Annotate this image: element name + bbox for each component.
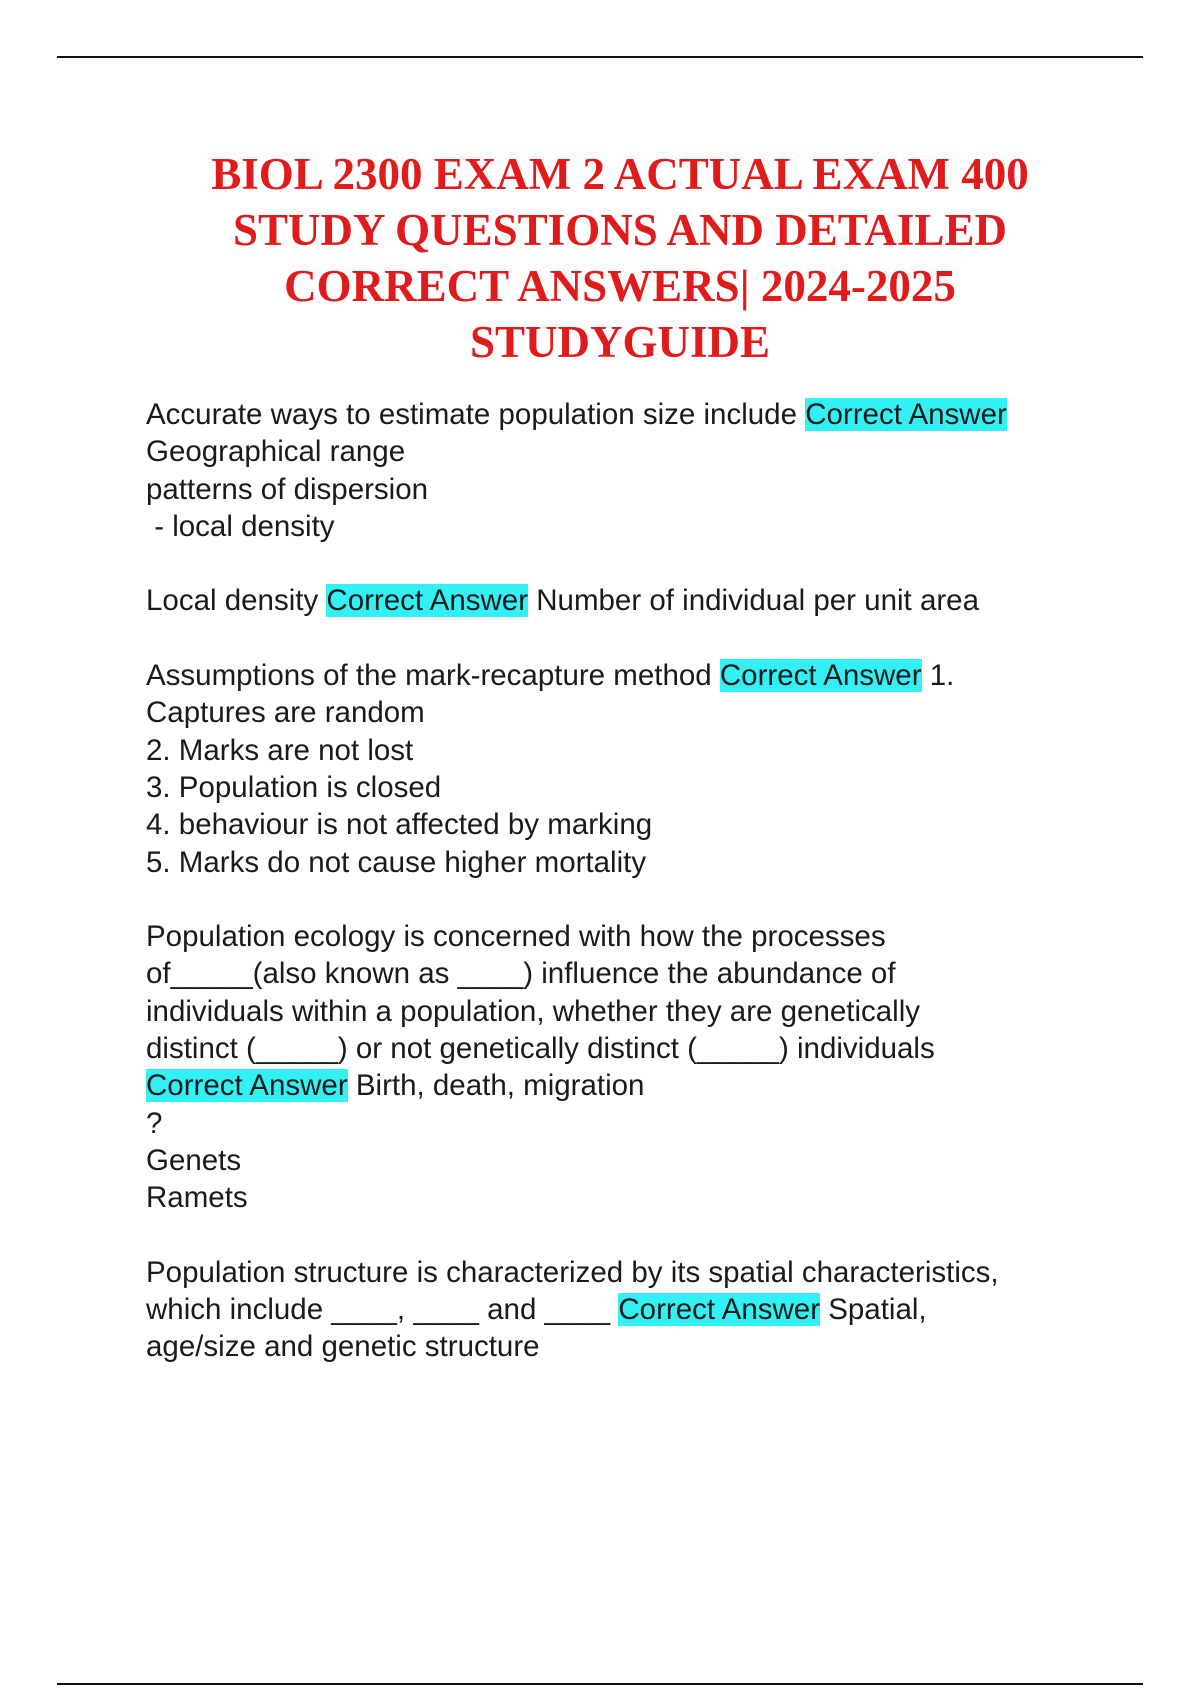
question-text: Assumptions of the mark-recapture method [146, 659, 720, 693]
qa-item [146, 918, 1106, 1216]
answer-line: Genets [146, 1143, 242, 1177]
answer-text: 1. [921, 659, 955, 693]
question-line: individuals within a population, whether they are genetically [146, 994, 921, 1028]
answer-line: age/size and genetic structure [146, 1330, 540, 1364]
answer-line: 2. Marks are not lost [146, 733, 414, 767]
spacer [146, 881, 1106, 918]
answer-line: 5. Marks do not cause higher mortality [146, 845, 647, 879]
question-text: Local density [146, 584, 327, 618]
answer-line: - local density [146, 509, 335, 543]
qa-item [146, 582, 1106, 619]
spacer [146, 620, 1106, 657]
question-text: Accurate ways to estimate population size include [146, 398, 806, 431]
answer-text: Spatial, [820, 1293, 927, 1327]
title-line: CORRECT ANSWERS| 2024-2025 [284, 261, 956, 311]
qa-item [146, 1254, 1106, 1366]
answer-line: Geographical range [146, 435, 406, 469]
spacer [146, 1217, 1106, 1254]
bottom-rule [57, 1683, 1143, 1685]
correct-answer-tag: Correct Answer [719, 659, 922, 693]
question-line: distinct (_____) or not genetically distinct (_____) individuals [146, 1032, 935, 1066]
qa-content [146, 396, 1106, 1366]
correct-answer-tag: Correct Answer [618, 1293, 821, 1327]
top-rule [57, 56, 1143, 58]
answer-text: Birth, death, migration [347, 1069, 645, 1103]
answer-line: 4. behaviour is not affected by marking [146, 808, 653, 842]
question-line: Population structure is characterized by its spatial characteristics, [146, 1255, 999, 1289]
answer-line: 3. Population is closed [146, 770, 442, 804]
qa-item [146, 396, 1106, 545]
qa-item [146, 657, 1106, 881]
answer-line: Ramets [146, 1181, 248, 1215]
title-line: BIOL 2300 EXAM 2 ACTUAL EXAM 400 [211, 149, 1029, 199]
answer-text: Number of individual per unit area [528, 584, 979, 618]
correct-answer-tag: Correct Answer [326, 584, 529, 618]
title-line: STUDY QUESTIONS AND DETAILED [233, 205, 1007, 255]
question-line: of_____(also known as ____) influence the abundance of [146, 957, 896, 991]
question-line: Population ecology is concerned with how the processes [146, 920, 886, 954]
document-title [140, 146, 1100, 370]
title-line: STUDYGUIDE [469, 317, 771, 367]
correct-answer-tag: Correct Answer [146, 1069, 348, 1103]
question-text: which include ____, ____ and ____ [146, 1293, 619, 1327]
correct-answer-tag: Correct Answer [805, 398, 1007, 431]
answer-line: ? [146, 1106, 163, 1140]
answer-line: Captures are random [146, 696, 425, 730]
answer-line: patterns of dispersion [146, 472, 429, 506]
spacer [146, 545, 1106, 582]
